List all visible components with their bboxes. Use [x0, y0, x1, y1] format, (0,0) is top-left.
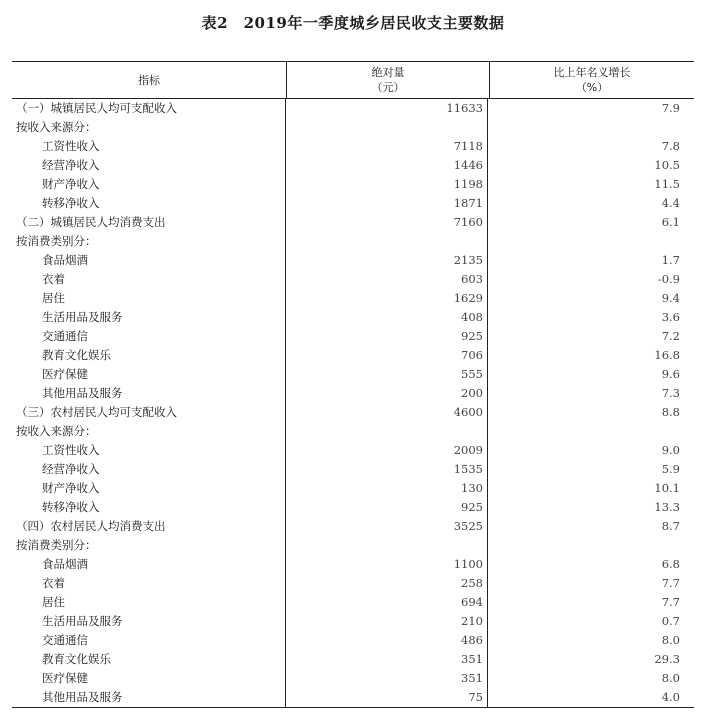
table-title: 表2 2019年一季度城乡居民收支主要数据	[201, 14, 505, 32]
header-absolute	[287, 62, 490, 98]
row-growth-value: 6.1	[661, 215, 680, 229]
table-row	[12, 308, 694, 327]
table-header	[12, 62, 694, 99]
header-absolute-unit: （元）	[371, 81, 405, 94]
row-growth-value: 7.7	[661, 576, 680, 590]
row-label: 转移净收入	[12, 194, 286, 213]
row-label: 生活用品及服务	[12, 308, 286, 327]
table-row	[12, 365, 694, 384]
row-label: （四）农村居民人均消费支出	[12, 517, 286, 536]
row-label: 居住	[12, 593, 286, 612]
row-growth-value: 3.6	[661, 310, 680, 324]
row-label: 经营净收入	[12, 156, 286, 175]
table-row	[12, 175, 694, 194]
row-label: 经营净收入	[12, 460, 286, 479]
row-absolute-value: 75	[286, 688, 488, 707]
table-row	[12, 327, 694, 346]
row-absolute-value: 11633	[286, 99, 488, 118]
table-row	[12, 403, 694, 422]
table-row	[12, 536, 694, 555]
row-growth-value: 9.4	[661, 291, 680, 305]
table-row	[12, 631, 694, 650]
row-absolute-value: 7118	[286, 137, 488, 156]
row-absolute-value: 694	[286, 593, 488, 612]
row-absolute-value: 210	[286, 612, 488, 631]
table-row	[12, 460, 694, 479]
row-growth-value: 16.8	[654, 348, 680, 362]
row-growth-value: 4.0	[661, 690, 680, 704]
row-label: 财产净收入	[12, 479, 286, 498]
row-absolute-value: 486	[286, 631, 488, 650]
row-absolute-value: 3525	[286, 517, 488, 536]
table-row	[12, 669, 694, 688]
row-label: 按消费类别分：	[12, 536, 286, 555]
row-growth-value: 9.6	[661, 367, 680, 381]
row-absolute-value: 351	[286, 650, 488, 669]
row-absolute-value: 1446	[286, 156, 488, 175]
row-absolute-value: 1535	[286, 460, 488, 479]
row-absolute-value: 351	[286, 669, 488, 688]
row-absolute-value	[286, 422, 488, 441]
row-growth-value: 5.9	[661, 462, 680, 476]
row-growth-value	[488, 422, 694, 441]
row-label: 衣着	[12, 270, 286, 289]
row-label: 财产净收入	[12, 175, 286, 194]
row-label: （二）城镇居民人均消费支出	[12, 213, 286, 232]
row-absolute-value	[286, 232, 488, 251]
table-row	[12, 137, 694, 156]
table-row	[12, 213, 694, 232]
row-label: 工资性收入	[12, 441, 286, 460]
row-label: 居住	[12, 289, 286, 308]
row-growth-value: 7.8	[661, 139, 680, 153]
row-label: 按收入来源分：	[12, 118, 286, 137]
row-growth-value: 4.4	[661, 196, 680, 210]
row-absolute-value: 4600	[286, 403, 488, 422]
table-body	[12, 99, 694, 707]
row-absolute-value: 2009	[286, 441, 488, 460]
row-growth-value: 7.3	[661, 386, 680, 400]
table-row	[12, 384, 694, 403]
row-growth-value: 10.5	[654, 158, 680, 172]
row-label: 交通通信	[12, 631, 286, 650]
row-growth-value: 6.8	[661, 557, 680, 571]
row-absolute-value: 130	[286, 479, 488, 498]
table-row	[12, 555, 694, 574]
row-growth-value	[488, 536, 694, 555]
table-row	[12, 593, 694, 612]
table-row	[12, 574, 694, 593]
table-row	[12, 498, 694, 517]
table-row	[12, 156, 694, 175]
table-row	[12, 650, 694, 669]
row-growth-value: 7.2	[661, 329, 680, 343]
row-absolute-value: 603	[286, 270, 488, 289]
row-growth-value: 8.7	[661, 519, 680, 533]
income-expenditure-table	[12, 61, 694, 708]
row-growth-value: 9.0	[661, 443, 680, 457]
row-growth-value: 8.0	[661, 671, 680, 685]
row-label: 教育文化娱乐	[12, 650, 286, 669]
row-label: 按消费类别分：	[12, 232, 286, 251]
row-absolute-value: 706	[286, 346, 488, 365]
row-label: 衣着	[12, 574, 286, 593]
row-absolute-value	[286, 118, 488, 137]
row-label: 医疗保健	[12, 365, 286, 384]
row-label: 其他用品及服务	[12, 688, 286, 707]
row-label: 教育文化娱乐	[12, 346, 286, 365]
row-absolute-value: 925	[286, 498, 488, 517]
row-label: 生活用品及服务	[12, 612, 286, 631]
row-absolute-value: 1198	[286, 175, 488, 194]
row-absolute-value: 925	[286, 327, 488, 346]
header-growth-label: 比上年名义增长	[553, 66, 631, 79]
table-row	[12, 517, 694, 536]
table-row	[12, 289, 694, 308]
table-row	[12, 251, 694, 270]
row-absolute-value: 1871	[286, 194, 488, 213]
row-absolute-value: 1629	[286, 289, 488, 308]
row-absolute-value: 2135	[286, 251, 488, 270]
row-growth-value: 10.1	[654, 481, 680, 495]
row-growth-value: 8.0	[661, 633, 680, 647]
row-growth-value: 0.7	[661, 614, 680, 628]
row-absolute-value	[286, 536, 488, 555]
header-absolute-label: 绝对量	[371, 66, 405, 79]
table-row	[12, 422, 694, 441]
row-label: （一）城镇居民人均可支配收入	[12, 99, 286, 118]
table-row	[12, 346, 694, 365]
table-row	[12, 688, 694, 707]
row-growth-value: 1.7	[661, 253, 680, 267]
row-label: 食品烟酒	[12, 555, 286, 574]
row-label: 食品烟酒	[12, 251, 286, 270]
row-growth-value: 29.3	[654, 652, 680, 666]
row-growth-value: 13.3	[654, 500, 680, 514]
table-row	[12, 612, 694, 631]
row-label: 转移净收入	[12, 498, 286, 517]
row-label: 其他用品及服务	[12, 384, 286, 403]
table-row	[12, 441, 694, 460]
row-label: （三）农村居民人均可支配收入	[12, 403, 286, 422]
row-absolute-value: 555	[286, 365, 488, 384]
table-row	[12, 479, 694, 498]
row-growth-value: 11.5	[654, 177, 680, 191]
row-growth-value: -0.9	[657, 272, 680, 286]
row-label: 医疗保健	[12, 669, 286, 688]
row-label: 按收入来源分：	[12, 422, 286, 441]
table-row	[12, 118, 694, 137]
row-absolute-value: 1100	[286, 555, 488, 574]
table-row	[12, 99, 694, 118]
row-absolute-value: 200	[286, 384, 488, 403]
table-row	[12, 270, 694, 289]
row-absolute-value: 258	[286, 574, 488, 593]
header-growth-unit: （%）	[575, 81, 609, 94]
header-growth	[490, 62, 694, 98]
row-absolute-value: 7160	[286, 213, 488, 232]
row-growth-value: 8.8	[661, 405, 680, 419]
row-absolute-value: 408	[286, 308, 488, 327]
row-growth-value: 7.9	[661, 101, 680, 115]
row-growth-value: 7.7	[661, 595, 680, 609]
table-row	[12, 194, 694, 213]
row-growth-value	[488, 232, 694, 251]
header-indicator: 指标	[12, 62, 287, 98]
table-row	[12, 232, 694, 251]
row-growth-value	[488, 118, 694, 137]
row-label: 交通通信	[12, 327, 286, 346]
row-label: 工资性收入	[12, 137, 286, 156]
